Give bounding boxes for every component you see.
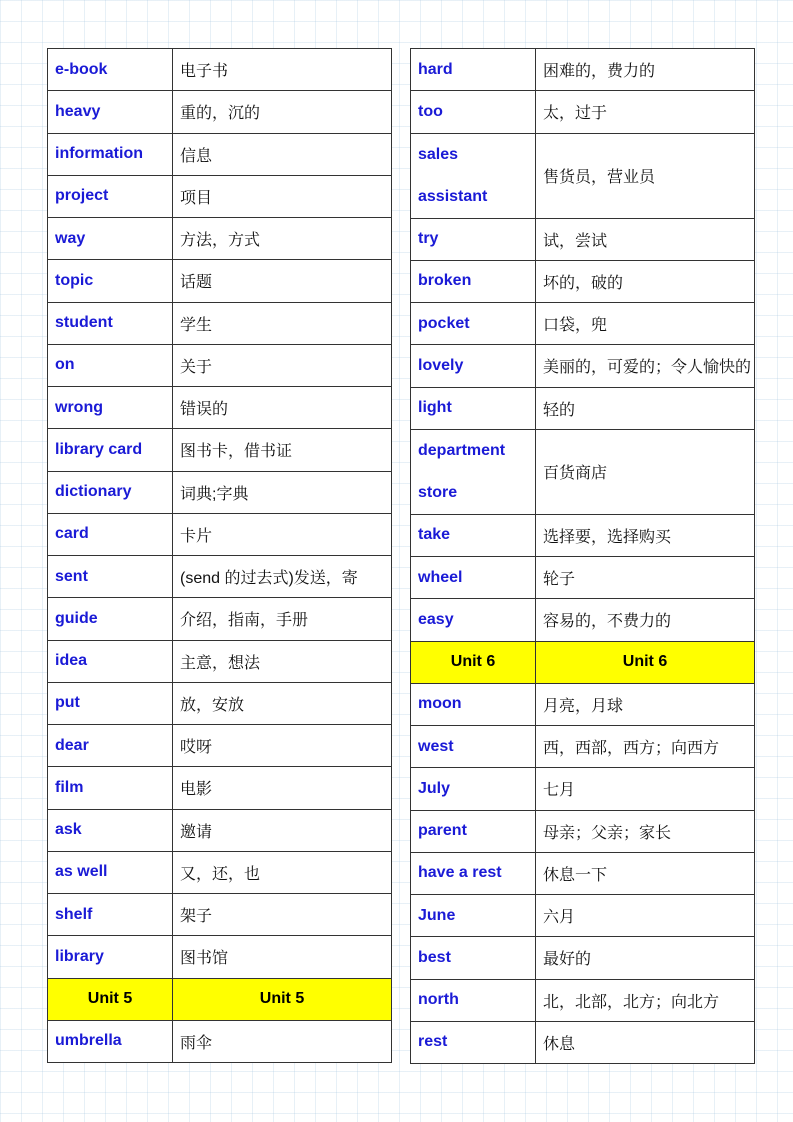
vocab-word: hard — [411, 49, 536, 91]
vocab-meaning: 电子书 — [173, 49, 392, 91]
vocab-row — [48, 894, 392, 936]
vocab-row — [411, 852, 755, 894]
vocab-meaning: 西，西部，西方；向西方 — [536, 726, 755, 768]
vocab-row — [411, 303, 755, 345]
vocab-meaning: 试，尝试 — [536, 218, 755, 260]
vocab-meaning: 母亲；父亲；家长 — [536, 810, 755, 852]
vocab-row — [411, 387, 755, 429]
vocab-word: pocket — [411, 303, 536, 345]
vocab-word: sent — [48, 556, 173, 598]
vocab-meaning: 休息 — [536, 1021, 755, 1063]
vocab-row — [48, 133, 392, 175]
vocab-row — [411, 599, 755, 641]
vocab-meaning: 信息 — [173, 133, 392, 175]
vocab-word: card — [48, 513, 173, 555]
vocab-row — [48, 598, 392, 640]
vocab-meaning: 重的，沉的 — [173, 91, 392, 133]
vocab-word: put — [48, 682, 173, 724]
vocab-word: lovely — [411, 345, 536, 387]
vocab-meaning: 轮子 — [536, 557, 755, 599]
vocab-row — [48, 640, 392, 682]
vocab-meaning: 百货商店 — [536, 429, 755, 514]
vocab-word: light — [411, 387, 536, 429]
vocab-row — [411, 91, 755, 133]
vocab-word: information — [48, 133, 173, 175]
vocab-row — [48, 49, 392, 91]
vocab-row — [48, 809, 392, 851]
vocab-table-left — [47, 48, 392, 1063]
vocab-word: broken — [411, 260, 536, 302]
vocab-word: easy — [411, 599, 536, 641]
vocab-row — [411, 979, 755, 1021]
vocab-meaning: 方法，方式 — [173, 218, 392, 260]
vocab-row — [411, 514, 755, 556]
vocab-row — [411, 937, 755, 979]
vocab-word: library card — [48, 429, 173, 471]
vocab-row — [48, 218, 392, 260]
vocab-row — [411, 429, 755, 514]
vocab-word-line: department — [418, 441, 506, 459]
vocab-word: wheel — [411, 557, 536, 599]
vocab-meaning: 售货员，营业员 — [536, 133, 755, 218]
vocab-word: try — [411, 218, 536, 260]
vocab-meaning: 放，安放 — [173, 682, 392, 724]
vocab-meaning: 图书卡，借书证 — [173, 429, 392, 471]
vocab-meaning: 图书馆 — [173, 936, 392, 978]
vocab-row — [411, 726, 755, 768]
vocab-meaning: 主意，想法 — [173, 640, 392, 682]
vocab-word: best — [411, 937, 536, 979]
vocab-word: too — [411, 91, 536, 133]
vocab-row — [411, 49, 755, 91]
vocab-word: on — [48, 344, 173, 386]
vocab-word: dictionary — [48, 471, 173, 513]
vocab-row — [48, 344, 392, 386]
vocab-meaning: 邀请 — [173, 809, 392, 851]
vocab-row — [411, 1021, 755, 1063]
vocab-word: film — [48, 767, 173, 809]
vocab-meaning: 七月 — [536, 768, 755, 810]
vocab-meaning: 项目 — [173, 175, 392, 217]
vocab-row — [48, 725, 392, 767]
vocab-word: way — [48, 218, 173, 260]
vocab-word — [411, 133, 536, 218]
unit-heading: Unit 5 — [173, 978, 392, 1020]
vocab-meaning: 哎呀 — [173, 725, 392, 767]
vocab-meaning: 选择要，选择购买 — [536, 514, 755, 556]
vocab-meaning: 轻的 — [536, 387, 755, 429]
vocab-meaning: 口袋，兜 — [536, 303, 755, 345]
vocab-word-line: assistant — [418, 187, 488, 205]
vocab-table-right — [410, 48, 755, 1064]
vocab-meaning: 架子 — [173, 894, 392, 936]
vocab-row — [411, 557, 755, 599]
vocab-meaning: 坏的，破的 — [536, 260, 755, 302]
vocab-row — [48, 91, 392, 133]
vocab-meaning: 六月 — [536, 895, 755, 937]
vocab-table-right-body — [411, 49, 755, 1064]
unit-header-row — [48, 978, 392, 1020]
vocab-word: heavy — [48, 91, 173, 133]
vocab-row — [411, 260, 755, 302]
vocab-row — [48, 767, 392, 809]
vocab-meaning: 关于 — [173, 344, 392, 386]
vocab-meaning: 困难的，费力的 — [536, 49, 755, 91]
vocab-word — [411, 429, 536, 514]
vocab-meaning: 月亮，月球 — [536, 683, 755, 725]
vocab-word: wrong — [48, 387, 173, 429]
vocab-word: umbrella — [48, 1020, 173, 1062]
vocab-row — [48, 471, 392, 513]
vocab-row — [48, 513, 392, 555]
vocab-word: west — [411, 726, 536, 768]
vocab-row — [48, 556, 392, 598]
vocab-meaning: 卡片 — [173, 513, 392, 555]
vocab-word: student — [48, 302, 173, 344]
unit-heading: Unit 5 — [48, 978, 173, 1020]
vocab-word: guide — [48, 598, 173, 640]
vocab-meaning: 词典;字典 — [173, 471, 392, 513]
vocab-row — [48, 1020, 392, 1062]
vocab-row — [48, 302, 392, 344]
vocab-meaning: 美丽的，可爱的；令人愉快的 — [536, 345, 755, 387]
vocab-meaning: 又，还，也 — [173, 851, 392, 893]
vocab-meaning: 话题 — [173, 260, 392, 302]
vocab-word-line: store — [418, 483, 458, 501]
vocab-row — [411, 895, 755, 937]
vocab-row — [48, 387, 392, 429]
vocab-word-line: sales — [418, 145, 459, 163]
vocab-word: shelf — [48, 894, 173, 936]
vocab-meaning: 北，北部，北方；向北方 — [536, 979, 755, 1021]
vocab-word: have a rest — [411, 852, 536, 894]
vocab-row — [411, 810, 755, 852]
vocab-word: take — [411, 514, 536, 556]
vocab-row — [411, 683, 755, 725]
vocab-row — [48, 682, 392, 724]
vocab-meaning: 学生 — [173, 302, 392, 344]
vocab-row — [411, 218, 755, 260]
vocab-meaning: 容易的，不费力的 — [536, 599, 755, 641]
vocab-meaning: 休息一下 — [536, 852, 755, 894]
vocab-table-left-body — [48, 49, 392, 1063]
unit-header-row — [411, 641, 755, 683]
vocab-word: ask — [48, 809, 173, 851]
vocab-row — [48, 851, 392, 893]
vocab-row — [411, 768, 755, 810]
vocab-meaning: 太，过于 — [536, 91, 755, 133]
vocab-row — [48, 175, 392, 217]
vocab-meaning: 电影 — [173, 767, 392, 809]
vocab-word: north — [411, 979, 536, 1021]
vocab-row — [48, 429, 392, 471]
vocab-meaning: 介绍，指南，手册 — [173, 598, 392, 640]
vocab-word: project — [48, 175, 173, 217]
vocab-word: moon — [411, 683, 536, 725]
vocab-row — [411, 345, 755, 387]
vocab-meaning: 雨伞 — [173, 1020, 392, 1062]
vocab-word: dear — [48, 725, 173, 767]
unit-heading: Unit 6 — [411, 641, 536, 683]
vocab-word: rest — [411, 1021, 536, 1063]
vocab-word: July — [411, 768, 536, 810]
vocab-meaning: (send 的过去式)发送，寄 — [173, 556, 392, 598]
vocab-row — [48, 936, 392, 978]
unit-heading: Unit 6 — [536, 641, 755, 683]
vocab-word: library — [48, 936, 173, 978]
vocab-meaning: 最好的 — [536, 937, 755, 979]
vocab-word: e-book — [48, 49, 173, 91]
vocab-word: parent — [411, 810, 536, 852]
vocab-word: as well — [48, 851, 173, 893]
vocab-meaning: 错误的 — [173, 387, 392, 429]
vocab-row — [411, 133, 755, 218]
vocab-word: June — [411, 895, 536, 937]
vocab-word: idea — [48, 640, 173, 682]
vocab-row — [48, 260, 392, 302]
vocab-word: topic — [48, 260, 173, 302]
